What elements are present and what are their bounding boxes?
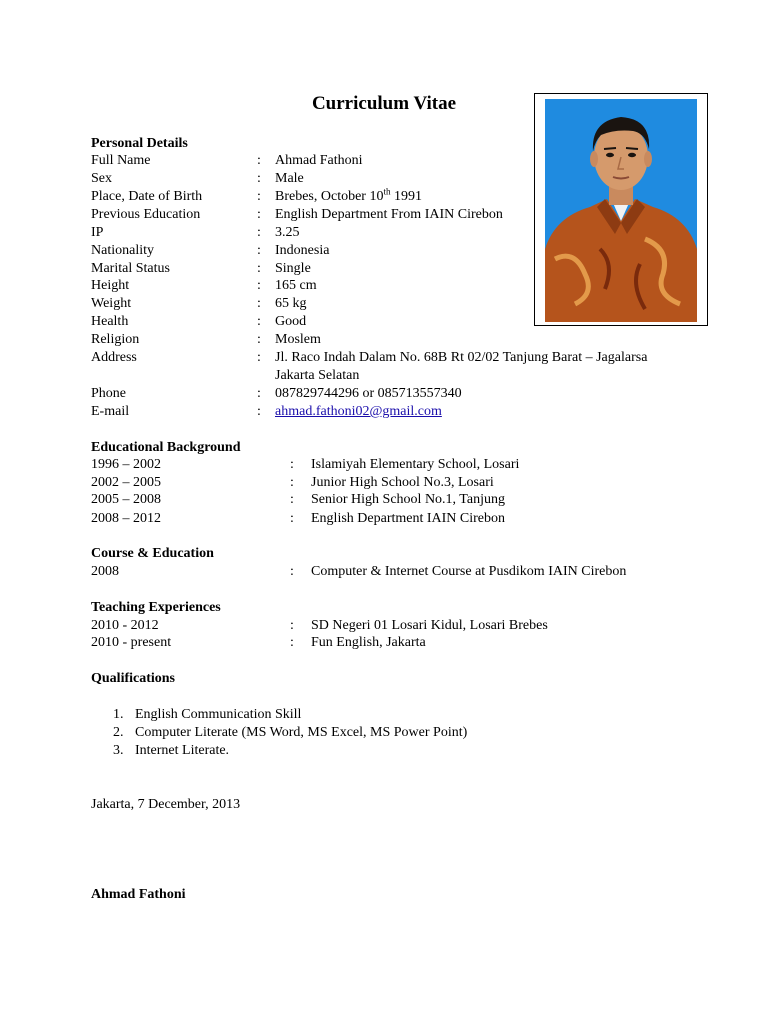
row-label: 2008	[91, 564, 119, 579]
row-label: 1996 – 2002	[91, 457, 161, 472]
row-label: 2008 – 2012	[91, 511, 161, 526]
list-number: 1.	[113, 707, 124, 722]
list-number: 2.	[113, 725, 124, 740]
row-separator: :	[257, 171, 261, 186]
email-link[interactable]: ahmad.fathoni02@gmail.com	[275, 404, 442, 419]
row-separator: :	[290, 492, 294, 507]
row-value: Indonesia	[275, 243, 330, 258]
ordinal-suffix: th	[383, 186, 391, 197]
row-label: Place, Date of Birth	[91, 189, 203, 204]
row-label: Phone	[91, 386, 126, 401]
section-heading-teaching-experiences: Teaching Experiences	[91, 600, 221, 615]
row-value: Good	[275, 314, 307, 329]
row-label: Marital Status	[91, 261, 170, 276]
row-value: 3.25	[275, 225, 300, 240]
list-text: Computer Literate (MS Word, MS Excel, MS Power Point)	[135, 725, 468, 740]
row-value: Ahmad Fathoni	[275, 153, 363, 168]
row-separator: :	[257, 332, 261, 347]
row-separator: :	[257, 404, 261, 419]
row-value: 087829744296 or 085713557340	[275, 386, 462, 401]
section-heading-course-education: Course & Education	[91, 546, 214, 561]
row-separator: :	[290, 635, 294, 650]
row-label: E-mail	[91, 404, 130, 419]
row-separator: :	[290, 457, 294, 472]
row-label: Nationality	[91, 243, 154, 258]
row-value: Junior High School No.3, Losari	[311, 475, 494, 490]
row-value: 165 cm	[275, 278, 317, 293]
row-label: 2010 - 2012	[91, 618, 159, 633]
portrait-illustration	[545, 99, 697, 322]
row-separator: :	[257, 225, 261, 240]
row-value: Male	[275, 171, 304, 186]
row-label: Sex	[91, 171, 112, 186]
section-heading-qualifications: Qualifications	[91, 671, 176, 686]
row-value	[275, 188, 422, 206]
row-value: Moslem	[275, 332, 321, 347]
profile-photo-frame	[534, 93, 708, 326]
row-value: Islamiyah Elementary School, Losari	[311, 457, 520, 472]
row-separator: :	[257, 314, 261, 329]
birth-year-text: 1991	[390, 189, 422, 204]
section-heading-educational-background: Educational Background	[91, 440, 241, 455]
row-label: Health	[91, 314, 129, 329]
row-separator: :	[257, 296, 261, 311]
row-separator: :	[257, 350, 261, 365]
row-label: Weight	[91, 296, 132, 311]
place-date: Jakarta, 7 December, 2013	[91, 797, 241, 812]
list-text: Internet Literate.	[135, 743, 230, 758]
row-value	[275, 403, 442, 421]
row-label: 2010 - present	[91, 635, 172, 650]
row-separator: :	[257, 207, 261, 222]
row-value: English Department From IAIN Cirebon	[275, 207, 503, 222]
row-value: Jakarta Selatan	[275, 368, 360, 383]
row-label: 2002 – 2005	[91, 475, 161, 490]
row-label: Height	[91, 278, 130, 293]
row-separator: :	[290, 618, 294, 633]
row-separator: :	[290, 475, 294, 490]
row-value: Computer & Internet Course at Pusdikom IAIN Cirebon	[311, 564, 627, 579]
row-separator: :	[290, 564, 294, 579]
row-separator: :	[257, 189, 261, 204]
row-separator: :	[290, 511, 294, 526]
profile-photo	[545, 99, 697, 322]
row-value: Single	[275, 261, 311, 276]
row-label: Full Name	[91, 153, 151, 168]
row-value: Fun English, Jakarta	[311, 635, 426, 650]
row-separator: :	[257, 386, 261, 401]
row-separator: :	[257, 278, 261, 293]
signature-name: Ahmad Fathoni	[91, 887, 186, 902]
row-separator: :	[257, 243, 261, 258]
row-label: Previous Education	[91, 207, 201, 222]
birth-date-text: Brebes, October 10	[275, 189, 384, 204]
row-value: English Department IAIN Cirebon	[311, 511, 506, 526]
row-separator: :	[257, 261, 261, 276]
row-label: IP	[91, 225, 104, 240]
row-label: Address	[91, 350, 137, 365]
section-heading-personal-details: Personal Details	[91, 136, 188, 151]
row-value: Senior High School No.1, Tanjung	[311, 492, 505, 507]
row-label: Religion	[91, 332, 140, 347]
list-number: 3.	[113, 743, 124, 758]
document-title: Curriculum Vitae	[311, 93, 457, 114]
row-value: 65 kg	[275, 296, 307, 311]
row-value: SD Negeri 01 Losari Kidul, Losari Brebes	[311, 618, 548, 633]
row-label: 2005 – 2008	[91, 492, 161, 507]
row-value: Jl. Raco Indah Dalam No. 68B Rt 02/02 Tanjung Barat – Jagalarsa	[275, 350, 648, 365]
list-text: English Communication Skill	[135, 707, 302, 722]
row-separator: :	[257, 153, 261, 168]
